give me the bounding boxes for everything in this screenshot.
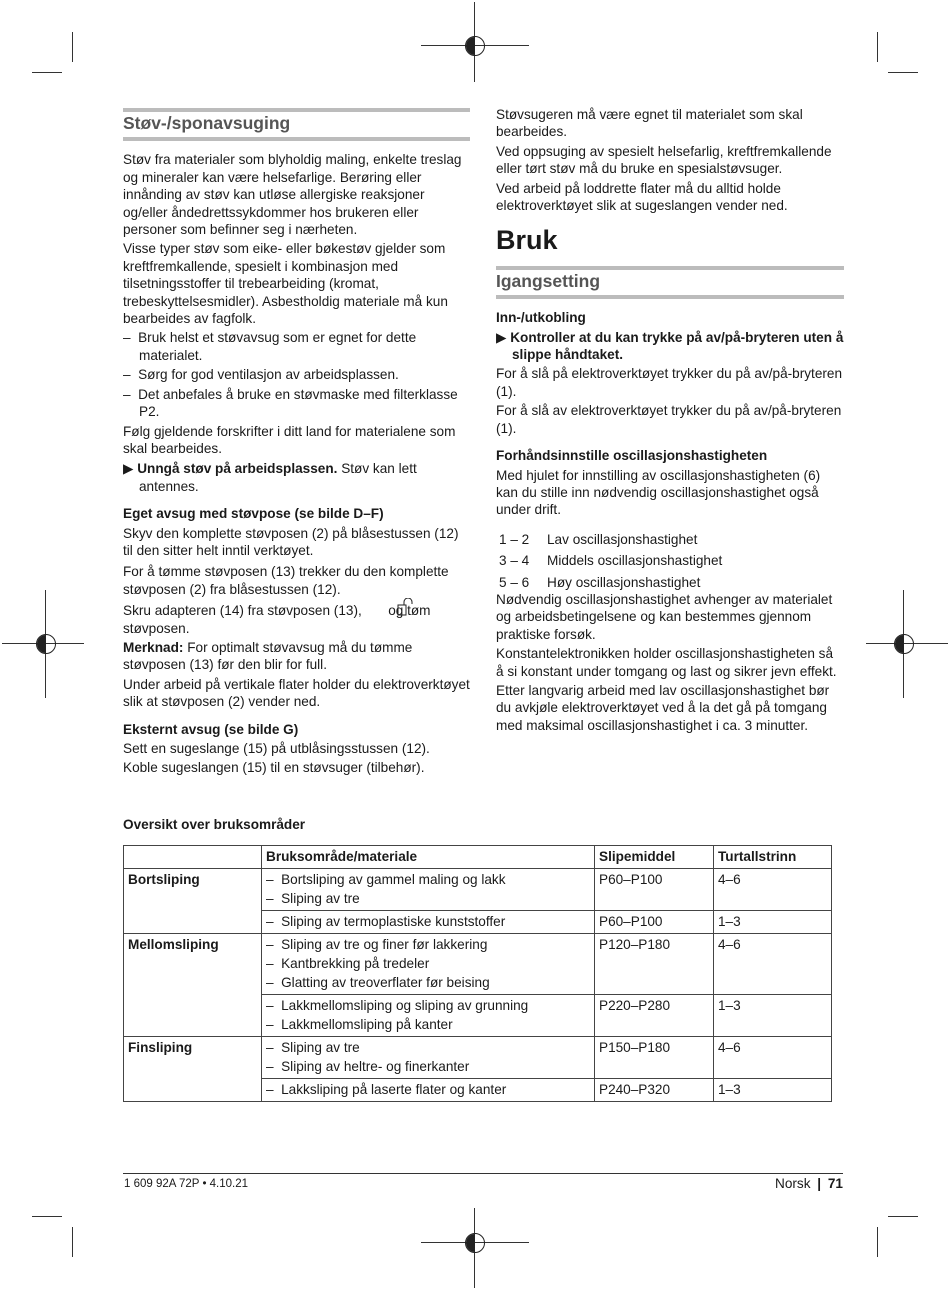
speed-label: Lav oscillasjonshastighet [547, 531, 698, 547]
registration-mark-icon [894, 634, 914, 654]
speed-row [499, 531, 844, 548]
paragraph: Støvsugeren må være egnet til materialet som skal bearbeides. [496, 107, 803, 140]
table-cell [262, 995, 595, 1037]
table-cell: 1–3 [714, 1079, 832, 1102]
footer-separator: | [817, 1176, 822, 1191]
paragraph: Ved oppsuging av spesielt helsefarlig, kreftfremkallende eller tørt støv må du bruke en spesialstøvsuger. [496, 143, 832, 177]
subheading-own-extraction: Eget avsug med støvpose (se bilde D–F) [123, 506, 384, 522]
registration-mark-icon [465, 36, 485, 56]
warning-rest: Støv kan lett antennes. [139, 461, 417, 494]
list-item: – Bruk helst et støvavsug som er egnet for dette materialet. [123, 330, 417, 363]
table-cell: P240–P320 [595, 1079, 714, 1102]
crop-mark-icon [877, 1227, 878, 1257]
table-row [124, 934, 832, 995]
paragraph: Sett en sugeslange (15) på utblåsingsstussen (12). [123, 741, 430, 756]
paragraph: Etter langvarig arbeid med lav oscillasjonshastighet bør du avkjøle elektroverktøyet ved å la det gå på tomgang med maksimal oscillasjonshastighet i ca. 3 minutter. [496, 682, 830, 733]
crop-mark-icon [32, 72, 62, 73]
table-header [124, 846, 262, 869]
table-title: Oversikt over bruksområder [123, 817, 306, 832]
table-cell: 1–3 [714, 995, 832, 1037]
table-category: Finsliping [124, 1037, 262, 1102]
subheading-external-extraction: Eksternt avsug (se bilde G) [123, 721, 299, 737]
paragraph [123, 602, 470, 637]
footer-code: 1 609 92A 72P • 4.10.21 [124, 1178, 249, 1190]
table-item: – Lakkmellomsliping på kanter [266, 1017, 453, 1032]
paragraph-text: Skru adapteren (14) fra støvposen (13), og tøm støvposen. [123, 603, 431, 636]
paragraph: Ved arbeid på loddrette flater må du alltid holde elektroverktøyet slik at sugeslangen vender ned. [496, 180, 788, 214]
speed-level: 3 – 4 [499, 553, 530, 569]
registration-mark-icon [465, 1233, 485, 1253]
page-number: 71 [827, 1176, 843, 1191]
table-cell: P220–P280 [595, 995, 714, 1037]
subheading-onoff: Inn-/utkobling [496, 310, 586, 326]
speed-label: Middels oscillasjonshastighet [547, 553, 723, 569]
footer-rule [123, 1173, 843, 1174]
section-heading-dust: Støv-/sponavsuging [123, 108, 470, 141]
table-row [124, 1037, 832, 1079]
table-cell [262, 1037, 595, 1079]
table-category: Bortsliping [124, 869, 262, 934]
crop-mark-icon [32, 1216, 62, 1217]
table-cell [262, 869, 595, 911]
paragraph: For å slå på elektroverktøyet trykker du på av/på-bryteren (1). [496, 366, 843, 399]
paragraph: Nødvendig oscillasjonshastighet avhenger av materialet og arbeidsbetingelsene og kan bestemmes gjennom praktiske forsøk. [496, 591, 833, 642]
table-header-row [124, 846, 832, 869]
paragraph: For å tømme støvposen (13) trekker du den komplette støvposen (2) fra blåsestussen (12). [123, 564, 449, 597]
speed-level: 1 – 2 [499, 531, 530, 547]
paragraph: Støv fra materialer som blyholdig maling, enkelte treslag og mineraler kan være helsefarlige. Berøring eller innånding av støv kan utløse allergiske reaksjoner og/eller åndedrettssykdommer hos brukeren eller personer som befinner seg i nærheten. [123, 152, 462, 238]
table-category: Mellomsliping [124, 934, 262, 1037]
warning-text: Kontroller at du kan trykke på av/på-bryteren uten å slippe håndtaket. [510, 329, 844, 363]
table-item: – Sliping av tre [266, 891, 360, 906]
table-row [124, 869, 832, 911]
speed-level: 5 – 6 [499, 574, 530, 590]
crop-mark-icon [72, 32, 73, 62]
section-heading-start: Igangsetting [496, 266, 844, 299]
right-column [496, 106, 844, 736]
speed-label: Høy oscillasjonshastighet [547, 574, 701, 590]
table-item: – Glatting av treoverflater før beising [266, 975, 490, 990]
table-cell [262, 911, 595, 934]
crop-mark-icon [888, 1216, 918, 1217]
left-column [123, 108, 470, 779]
paragraph: Med hjulet for innstilling av oscillasjonshastigheten (6) kan du stille inn nødvendig oscillasjonshastighet også under drift. [496, 467, 821, 518]
warning-bold: Unngå støv på arbeidsplassen. [137, 461, 338, 477]
table-item: – Lakksliping på laserte flater og kanter [266, 1082, 507, 1097]
table-item: – Bortsliping av gammel maling og lakk [266, 872, 506, 887]
paragraph: Visse typer støv som eike- eller bøkestøv gjelder som kreftfremkallende, spesielt i kombinasjon med tilsetningsstoffer til trebearbeiding (kromat, trebeskyttelsesmidler). Asbestholdig materiale må kun bearbeides av fagfolk. [123, 241, 448, 327]
list-item: – Sørg for god ventilasjon av arbeidsplassen. [123, 367, 399, 383]
subheading-preset: Forhåndsinnstille oscillasjonshastigheten [496, 448, 768, 464]
warning-item [496, 329, 844, 364]
table-cell: 1–3 [714, 911, 832, 934]
list-item: – Det anbefales å bruke en støvmaske med filterklasse P2. [123, 386, 458, 420]
table-item: – Sliping av tre [266, 1040, 360, 1055]
paragraph: Skyv den komplette støvposen (2) på blåsestussen (12) til den sitter helt inntil verktøyet. [123, 525, 459, 558]
paragraph: Koble sugeslangen (15) til en støvsuger (tilbehør). [123, 760, 425, 776]
note [123, 639, 470, 674]
table-cell: 4–6 [714, 869, 832, 911]
table-cell: P60–P100 [595, 911, 714, 934]
table-cell: P120–P180 [595, 934, 714, 995]
footer-page [775, 1176, 843, 1191]
table-item: – Lakkmellomsliping og sliping av grunning [266, 998, 529, 1013]
main-title: Bruk [496, 225, 558, 256]
table-cell: P60–P100 [595, 869, 714, 911]
table-cell: 4–6 [714, 1037, 832, 1079]
registration-mark-icon [36, 634, 56, 654]
table-item: – Sliping av tre og finer før lakkering [266, 937, 488, 952]
paragraph: For å slå av elektroverktøyet trykker du på av/på-bryteren (1). [496, 403, 842, 436]
table-item: – Sliping av heltre- og finerkanter [266, 1059, 470, 1074]
paragraph: Under arbeid på vertikale flater holder du elektroverktøyet slik at støvposen (2) vender ned. [123, 676, 470, 710]
paragraph: Følg gjeldende forskrifter i ditt land for materialene som skal bearbeides. [123, 423, 456, 456]
table-cell [262, 1079, 595, 1102]
crop-mark-icon [72, 1227, 73, 1257]
table-header: Slipemiddel [595, 846, 714, 869]
note-bold: Merknad: [123, 639, 184, 655]
table-header: Turtallstrinn [714, 846, 832, 869]
crop-mark-icon [877, 32, 878, 62]
arrow-right-icon: ▶ [123, 461, 138, 477]
unlock-icon [395, 598, 415, 616]
table-header: Bruksområde/materiale [262, 846, 595, 869]
usage-table [123, 845, 832, 1102]
table-item: – Kantbrekking på tredeler [266, 956, 430, 971]
footer-language: Norsk [775, 1176, 811, 1191]
table-item: – Sliping av termoplastiske kunststoffer [266, 914, 506, 929]
warning-item [123, 460, 470, 495]
table-cell [262, 934, 595, 995]
speed-row [499, 574, 844, 591]
table-cell: 4–6 [714, 934, 832, 995]
speed-row [499, 552, 844, 569]
paragraph: Konstantelektronikken holder oscillasjonshastigheten så å si konstant under tomgang og last og sikrer jevn effekt. [496, 646, 837, 679]
arrow-right-icon: ▶ [496, 329, 511, 345]
crop-mark-icon [888, 72, 918, 73]
note-rest: For optimalt støvavsug må du tømme støvposen (13) før den blir for full. [123, 639, 413, 673]
table-cell: P150–P180 [595, 1037, 714, 1079]
